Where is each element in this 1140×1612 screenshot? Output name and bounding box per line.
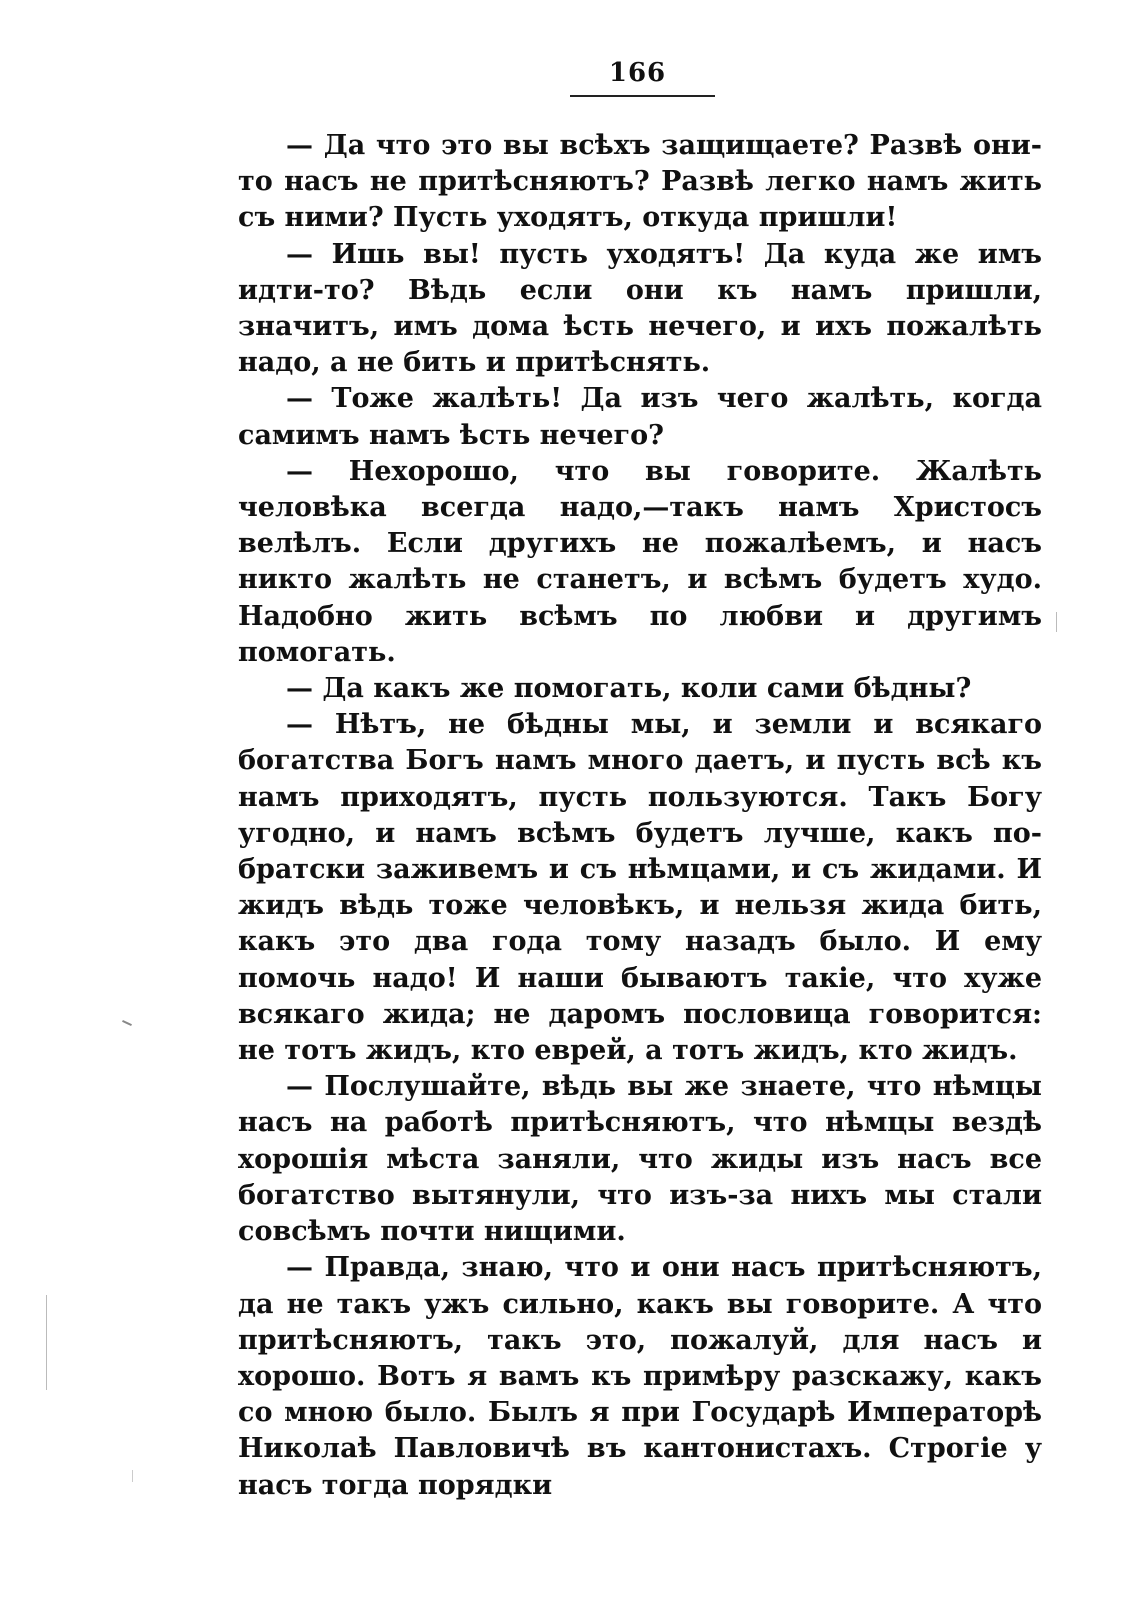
scan-mark — [46, 1295, 47, 1390]
paragraph: — Да что это вы всѣхъ защищаете? Развѣ они-то насъ не притѣсняютъ? Развѣ легко намъ жить съ ними? Пусть уходятъ, откуда пришли! — [238, 130, 1042, 234]
page-number-rule — [570, 95, 715, 97]
scan-mark — [1056, 612, 1057, 632]
paragraph: — Нехорошо, что вы говорите. Жалѣть человѣка всегда надо,—такъ намъ Христосъ велѣлъ. Если другихъ не пожалѣемъ, и насъ никто жалѣть не станетъ, и всѣмъ будетъ худо. Надобно жить всѣмъ по любви и другимъ помогать. — [238, 455, 1042, 668]
scan-mark — [122, 1020, 132, 1026]
paragraph: — Тоже жалѣть! Да изъ чего жалѣть, когда самимъ намъ ѣсть нечего? — [238, 383, 1042, 451]
paragraph: — Послушайте, вѣдь вы же знаете, что нѣмцы насъ на работѣ притѣсняютъ, что нѣмцы вездѣ хорошія мѣста заняли, что жиды изъ насъ все богатство вытянули, что изъ-за нихъ мы стали совсѣмъ почти нищими. — [238, 1071, 1042, 1248]
page-number: 166 — [608, 58, 667, 88]
paragraph: — Нѣтъ, не бѣдны мы, и земли и всякаго богатства Богъ намъ много даетъ, и пусть всѣ къ намъ приходятъ, пусть пользуются. Такъ Богу угодно, и намъ всѣмъ будетъ лучше, какъ по-братски заживемъ и съ нѣмцами, и съ жидами. И жидъ вѣдь тоже человѣкъ, и нельзя жида бить, какъ это два года тому назадъ было. И ему помочь надо! И наши бываютъ такіе, что хуже всякаго жида; не даромъ пословица говорится: не тотъ жидъ, кто еврей, а тотъ жидъ, кто жидъ. — [238, 709, 1042, 1067]
paragraph: — Да какъ же помогать, коли сами бѣдны? — [286, 673, 972, 705]
paragraph: — Ишь вы! пусть уходятъ! Да куда же имъ идти-то? Вѣдь если они къ намъ пришли, значитъ, имъ дома ѣсть нечего, и ихъ пожалѣть надо, а не бить и притѣснять. — [238, 238, 1042, 379]
paragraph: — Правда, знаю, что и они насъ притѣсняютъ, да не такъ ужъ сильно, какъ вы говорите. А что притѣсняютъ, такъ это, пожалуй, для насъ и хорошо. Вотъ я вамъ къ примѣру разскажу, какъ со мною было. Былъ я при Государѣ Императорѣ Николаѣ Павловичѣ въ кантонистахъ. Строгіе у насъ тогда порядки — [238, 1252, 1042, 1501]
body-text — [238, 128, 1042, 1504]
scan-mark — [132, 1470, 133, 1482]
